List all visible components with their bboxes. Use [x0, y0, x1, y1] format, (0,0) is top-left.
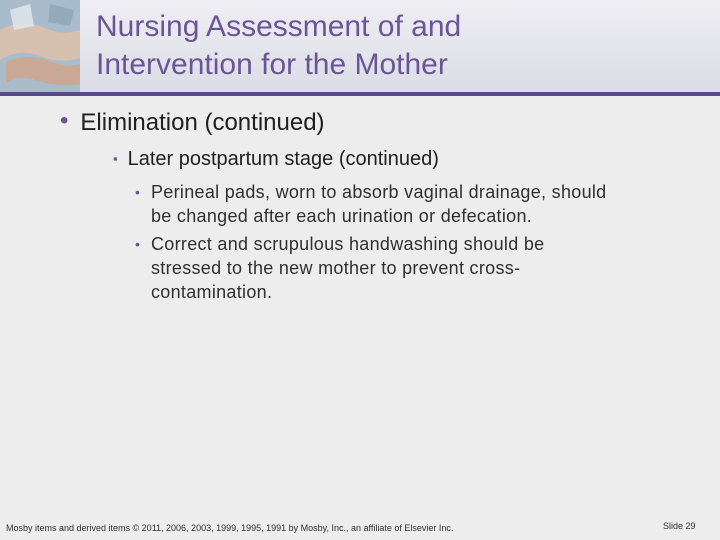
bullet-2-text: Later postpartum stage (continued)	[127, 148, 439, 170]
bullet-1-text: Elimination (continued)	[80, 109, 325, 136]
list-item	[135, 180, 695, 228]
bullet-3b-line-3: contamination.	[151, 282, 273, 302]
bullet-3b-line-1: Correct and scrupulous handwashing should be	[151, 234, 545, 254]
title-line-1: Nursing Assessment of and	[96, 10, 462, 43]
bullet-3a-line-1: Perineal pads, worn to absorb vaginal drainage, should	[151, 182, 607, 202]
round-bullet-icon: •	[60, 107, 69, 134]
hands-photo-icon	[0, 0, 80, 92]
copyright-footer: Mosby items and derived items © 2011, 2006, 2003, 1999, 1995, 1991 by Mosby, Inc., an affiliate of Elsevier Inc.	[6, 523, 454, 533]
bullet-3b-line-2: stressed to the new mother to prevent cross-	[151, 258, 521, 278]
small-bullet-icon: •	[135, 236, 141, 252]
bullet-level-2	[113, 146, 439, 174]
small-bullet-icon: •	[135, 184, 141, 200]
list-item	[135, 232, 695, 304]
bullet-level-3-list	[135, 180, 695, 308]
header-rule	[0, 92, 720, 96]
title-line-2: Intervention for the Mother	[96, 48, 448, 81]
slide-title	[96, 8, 696, 84]
bullet-3a-line-2: be changed after each urination or defecation.	[151, 206, 533, 226]
slide-number: Slide 29	[663, 521, 696, 531]
bullet-level-1	[60, 108, 325, 138]
square-bullet-icon: ▪	[113, 151, 118, 166]
